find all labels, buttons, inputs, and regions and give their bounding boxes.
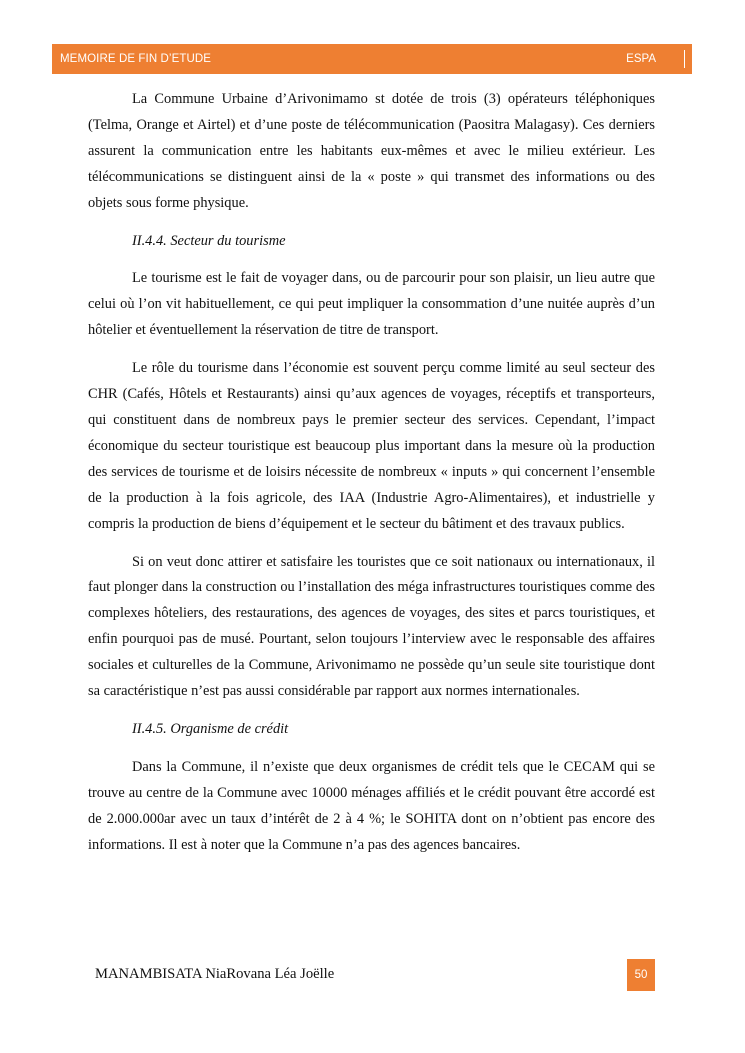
header-school: ESPA xyxy=(626,53,656,65)
section-heading-credit: II.4.5. Organisme de crédit xyxy=(132,720,289,737)
page-header xyxy=(52,44,692,74)
section-heading-tourism: II.4.4. Secteur du tourisme xyxy=(132,232,286,249)
header-title: MEMOIRE DE FIN D’ETUDE xyxy=(60,53,212,65)
paragraph-tourism-economy: Le rôle du tourisme dans l’économie est souvent perçu comme limité au seul secteur des CHR (Cafés, Hôtels et Restaurants) ainsi qu’aux agences de voyages, réceptifs et transporteurs, qui constituent dans de nombreux pays le premier secteur des services. Cependant, l’impact économique du secteur touristique est beaucoup plus important dans la mesure où la production des services de tourisme et de loisirs nécessite de nombreux « inputs » qui concernent l’ensemble de la production à la fois agricole, des IAA (Industrie Agro-Alimentaires), et industrielle y compris la production de biens d’équipement et le secteur du bâtiment et des travaux publics. xyxy=(88,360,655,532)
paragraph-tourism-infrastructure: Si on veut donc attirer et satisfaire les touristes que ce soit nationaux ou internationaux, il faut plonger dans la construction ou l’installation des méga infrastructures touristiques comme des complexes hôteliers, des restaurations, des agences de voyages, des sites et parcs touristiques, et enfin pourquoi pas de musé. Pourtant, selon toujours l’interview avec le responsable des affaires sociales et culturelles de la Commune, Arivonimamo ne possède qu’un seule site touristique dont sa caractéristique n’est pas aussi considérable par rapport aux normes internationales. xyxy=(88,553,655,700)
document-body xyxy=(88,87,655,870)
paragraph-credit: Dans la Commune, il n’existe que deux organismes de crédit tels que le CECAM qui se trouve au centre de la Commune avec 10000 ménages affiliés et le crédit pouvant être accordé est de 2.000.000ar avec un taux d’intérêt de 2 à 4 %; le SOHITA dont on n’obtient pas encore des informations. Il est à noter que la Commune n’a pas des agences bancaires. xyxy=(88,758,655,853)
page-number: 50 xyxy=(627,959,655,991)
header-divider xyxy=(684,50,685,68)
footer-author: MANAMBISATA NiaRovana Léa Joëlle xyxy=(95,966,335,982)
paragraph-tourism-definition: Le tourisme est le fait de voyager dans, ou de parcourir pour son plaisir, un lieu autre que celui où l’on vit habituellement, ce qui peut impliquer la consommation d’une nuitée auprès d’un hôtelier et éventuellement la réservation de titre de transport. xyxy=(88,270,655,339)
paragraph-telecom: La Commune Urbaine d’Arivonimamo st dotée de trois (3) opérateurs téléphoniques (Telma, Orange et Airtel) et d’une poste de télécommunication (Paositra Malagasy). Ces derniers assurent la communication entre les habitants eux-mêmes et avec le milieu extérieur. Les télécommunications se distinguent ainsi de la « poste » qui transmet des informations ou des objets sous forme physique. xyxy=(88,91,655,211)
